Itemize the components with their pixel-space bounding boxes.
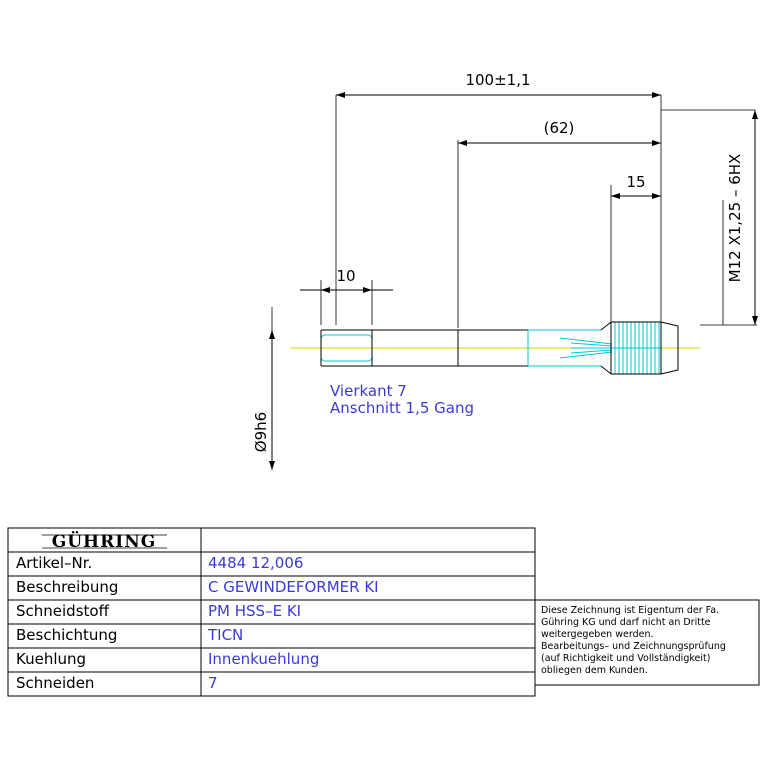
- dim-shank-diameter-label: Ø9h6: [252, 411, 270, 453]
- legal-note-line-1: Gühring KG und darf nicht an Dritte: [541, 617, 711, 628]
- title-block-label-3: Beschichtung: [16, 626, 118, 644]
- dim-overall-length: [336, 71, 661, 95]
- dim-thread-spec-label: M12 X1,25 – 6HX: [726, 153, 744, 283]
- legal-note-line-2: weitergegeben werden.: [541, 629, 654, 640]
- title-block-value-2: PM HSS–E KI: [208, 602, 302, 620]
- title-block-value-1: C GEWINDEFORMER KI: [208, 578, 379, 596]
- title-block-value-3: TICN: [208, 626, 244, 644]
- legal-note: [535, 600, 759, 685]
- company-logo: GÜHRING: [51, 532, 157, 552]
- dim-square-length: [300, 267, 393, 290]
- dim-overall-length-label: 100±1,1: [465, 71, 531, 89]
- title-block-label-1: Beschreibung: [16, 578, 119, 596]
- dim-shank-length: [458, 119, 661, 143]
- dim-thread-spec: [661, 110, 757, 325]
- note-lead: Anschnitt 1,5 Gang: [330, 399, 475, 417]
- legal-note-line-4: (auf Richtigkeit und Vollständigkeit): [541, 653, 711, 664]
- dim-thread-length-label: 15: [626, 173, 646, 191]
- dim-thread-length: [611, 173, 661, 196]
- title-block-value-0: 4484 12,006: [208, 554, 304, 572]
- dim-shank-diameter: [252, 330, 272, 470]
- legal-note-line-3: Bearbeitungs– und Zeichnungsprüfung: [541, 641, 726, 652]
- dim-square-length-label: 10: [336, 267, 356, 285]
- title-block-label-2: Schneidstoff: [16, 602, 109, 620]
- title-block-label-5: Schneiden: [16, 674, 95, 692]
- title-block: [8, 528, 535, 696]
- title-block-value-5: 7: [208, 674, 218, 692]
- title-block-label-0: Artikel–Nr.: [16, 554, 93, 572]
- title-block-label-4: Kuehlung: [16, 650, 87, 668]
- title-block-value-4: Innenkuehlung: [208, 650, 320, 668]
- dim-shank-length-label: (62): [543, 119, 575, 137]
- legal-note-line-0: Diese Zeichnung ist Eigentum der Fa.: [541, 605, 720, 616]
- legal-note-line-5: obliegen dem Kunden.: [541, 665, 648, 676]
- tool-thread-section: [611, 322, 661, 374]
- note-square: Vierkant 7: [330, 382, 407, 400]
